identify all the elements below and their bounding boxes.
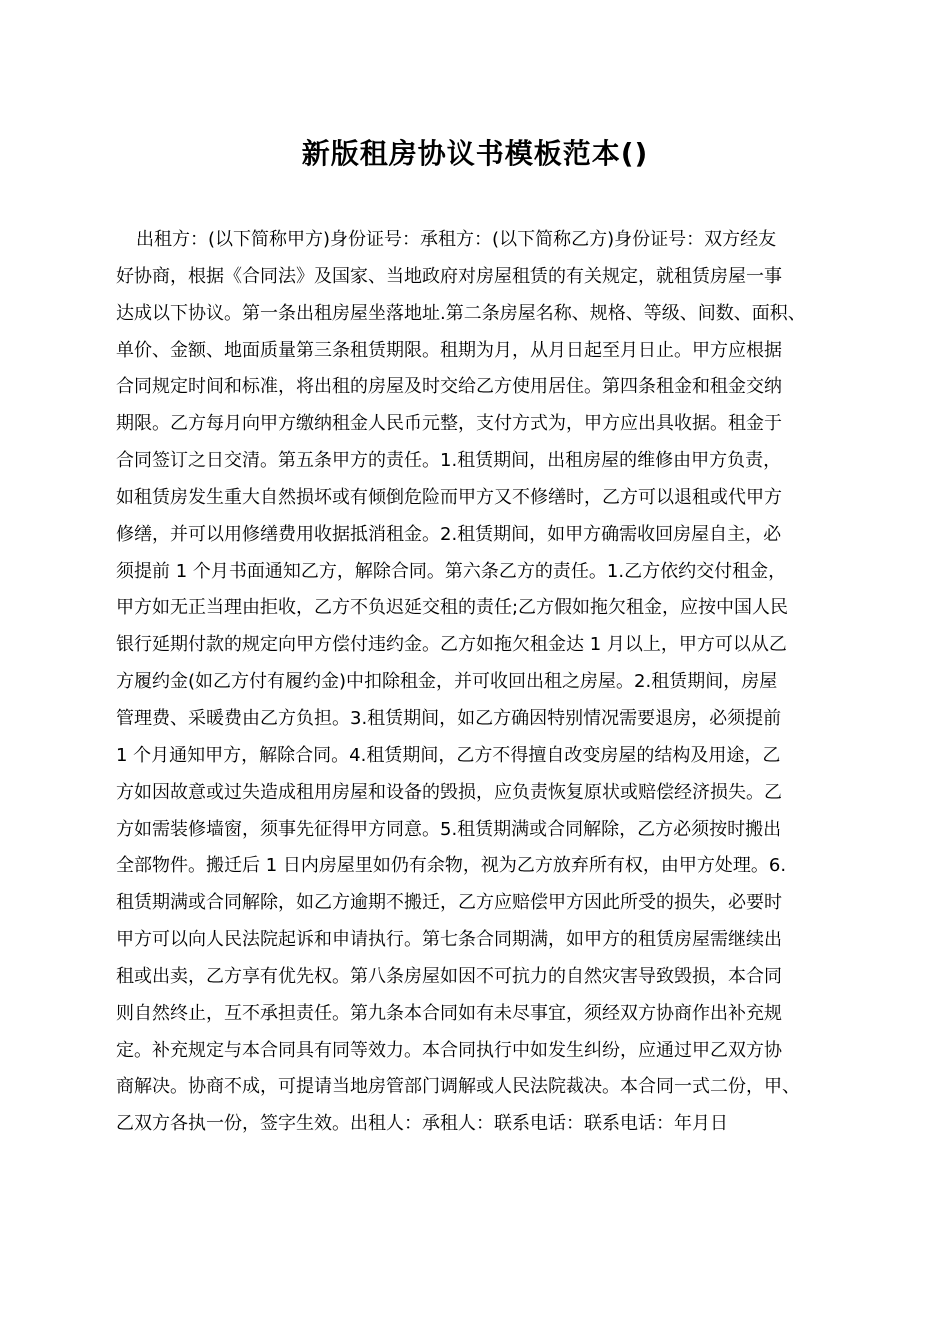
- body-line: 1 个月通知甲方，解除合同。4.租赁期间，乙方不得擅自改变房屋的结构及用途，乙: [116, 744, 781, 766]
- body-line: 合同规定时间和标准，将出租的房屋及时交给乙方使用居住。第四条租金和租金交纳: [116, 376, 782, 398]
- body-line: 甲方如无正当理由拒收，乙方不负迟延交租的责任;乙方假如拖欠租金，应按中国人民: [116, 597, 789, 619]
- body-line: 出租方：(以下简称甲方)身份证号：承租方：(以下简称乙方)身份证号：双方经友: [136, 229, 777, 250]
- body-line: 达成以下协议。第一条出租房屋坐落地址.第二条房屋名称、规格、等级、间数、面积、: [116, 302, 806, 324]
- body-line: 定。补充规定与本合同具有同等效力。本合同执行中如发生纠纷，应通过甲乙双方协: [116, 1039, 782, 1061]
- body-line: 合同签订之日交清。第五条甲方的责任。1.租赁期间，出租房屋的维修由甲方负责，: [116, 450, 782, 472]
- body-line: 租赁期满或合同解除，如乙方逾期不搬迁，乙方应赔偿甲方因此所受的损失，必要时: [116, 892, 782, 914]
- body-line: 乙双方各执一份，签字生效。出租人：承租人：联系电话：联系电话：年月日: [116, 1113, 728, 1135]
- document-body: [116, 222, 850, 1143]
- body-line: 方如需装修墙窗，须事先征得甲方同意。5.租赁期满或合同解除，乙方必须按时搬出: [116, 818, 782, 840]
- body-line: 商解决。协商不成，可提请当地房管部门调解或人民法院裁决。本合同一式二份，甲、: [116, 1076, 800, 1098]
- body-line: 如租赁房发生重大自然损坏或有倾倒危险而甲方又不修缮时，乙方可以退租或代甲方: [116, 486, 782, 508]
- body-line: 方如因故意或过失造成租用房屋和设备的毁损，应负责恢复原状或赔偿经济损失。乙: [116, 781, 782, 803]
- body-line: 全部物件。搬迁后 1 日内房屋里如仍有余物，视为乙方放弃所有权，由甲方处理。6.: [116, 855, 787, 877]
- document-title: 新版租房协议书模板范本(): [301, 137, 649, 170]
- body-line: 银行延期付款的规定向甲方偿付违约金。乙方如拖欠租金达 1 月以上，甲方可以从乙: [116, 634, 787, 656]
- body-line: 须提前 1 个月书面通知乙方，解除合同。第六条乙方的责任。1.乙方依约交付租金，: [116, 560, 787, 582]
- body-line: 管理费、采暖费由乙方负担。3.租赁期间，如乙方确因特别情况需要退房，必须提前: [116, 707, 782, 729]
- body-line: 期限。乙方每月向甲方缴纳租金人民币元整，支付方式为，甲方应出具收据。租金于: [116, 413, 782, 435]
- body-line: 方履约金(如乙方付有履约金)中扣除租金，并可收回出租之房屋。2.租赁期间，房屋: [116, 671, 778, 693]
- body-line: 租或出卖，乙方享有优先权。第八条房屋如因不可抗力的自然灾害导致毁损，本合同: [116, 965, 782, 987]
- body-line: 好协商，根据《合同法》及国家、当地政府对房屋租赁的有关规定，就租赁房屋一事: [116, 265, 782, 287]
- body-line: 修缮，并可以用修缮费用收据抵消租金。2.租赁期间，如甲方确需收回房屋自主，必: [116, 523, 782, 545]
- body-line: 单价、金额、地面质量第三条租赁期限。租期为月，从月日起至月日止。甲方应根据: [116, 339, 782, 361]
- body-line: 则自然终止，互不承担责任。第九条本合同如有未尽事宜，须经双方协商作出补充规: [116, 1002, 782, 1024]
- body-line: 甲方可以向人民法院起诉和申请执行。第七条合同期满，如甲方的租赁房屋需继续出: [116, 929, 782, 951]
